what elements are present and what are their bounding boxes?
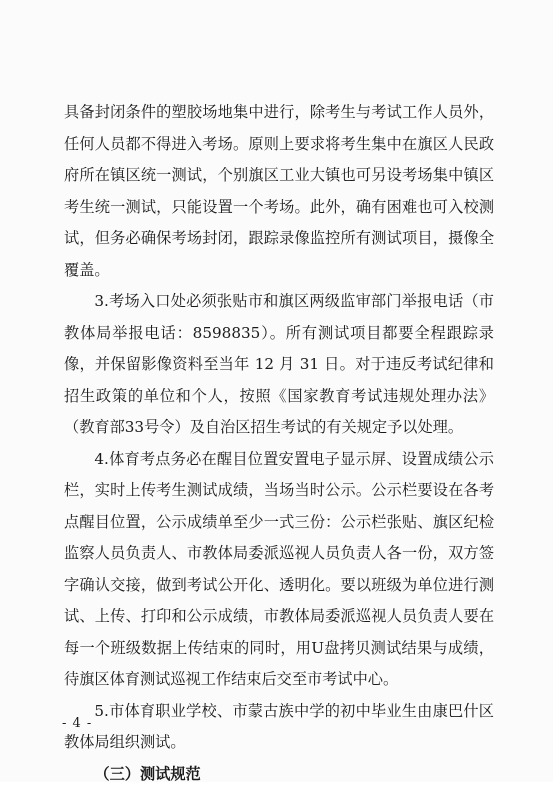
paragraph-continuation: 具备封闭条件的塑胶场地集中进行，除考生与考试工作人员外，任何人员都不得进入考场。原则上要求将考生集中在旗区人民政府所在镇区统一测试，个别旗区工业大镇也可另设考场集中镇区考生统一测试，只能设置一个考场。此外，确有困难也可入校测试，但务必确保考场封闭，跟踪录像监控所有测试项目，摄像全覆盖。 xyxy=(64,97,494,286)
page-number: - 4 - xyxy=(62,716,92,731)
paragraph-item-3: 3.考场入口处必须张贴市和旗区两级监审部门举报电话（市教体局举报电话：8598835）。所有测试项目都要全程跟踪录像，并保留影像资料至当年 12 月 31 日。对于违反考试纪律和招生政策的单位和个人，按照《国家教育考试违规处理办法》（教育部33号令）及自治区招生考试的有关规定予以处理。 xyxy=(64,286,494,444)
section-subheading: （三）测试规范 xyxy=(64,759,494,790)
paragraph-item-5: 5.市体育职业学校、市蒙古族中学的初中毕业生由康巴什区教体局组织测试。 xyxy=(64,696,494,759)
paragraph-item-4: 4.体育考点务必在醒目位置安置电子显示屏、设置成绩公示栏，实时上传考生测试成绩，当场当时公示。公示栏要设在各考点醒目位置，公示成绩单至少一式三份：公示栏张贴、旗区纪检监察人员负责人、市教体局委派巡视人员负责人各一份，双方签字确认交接，做到考试公开化、透明化。要以班级为单位进行测试、上传、打印和公示成绩，市教体局委派巡视人员负责人要在每一个班级数据上传结束的同时，用U盘拷贝测试结果与成绩，待旗区体育测试巡视工作结束后交至市考试中心。 xyxy=(64,444,494,696)
document-body xyxy=(64,97,494,790)
